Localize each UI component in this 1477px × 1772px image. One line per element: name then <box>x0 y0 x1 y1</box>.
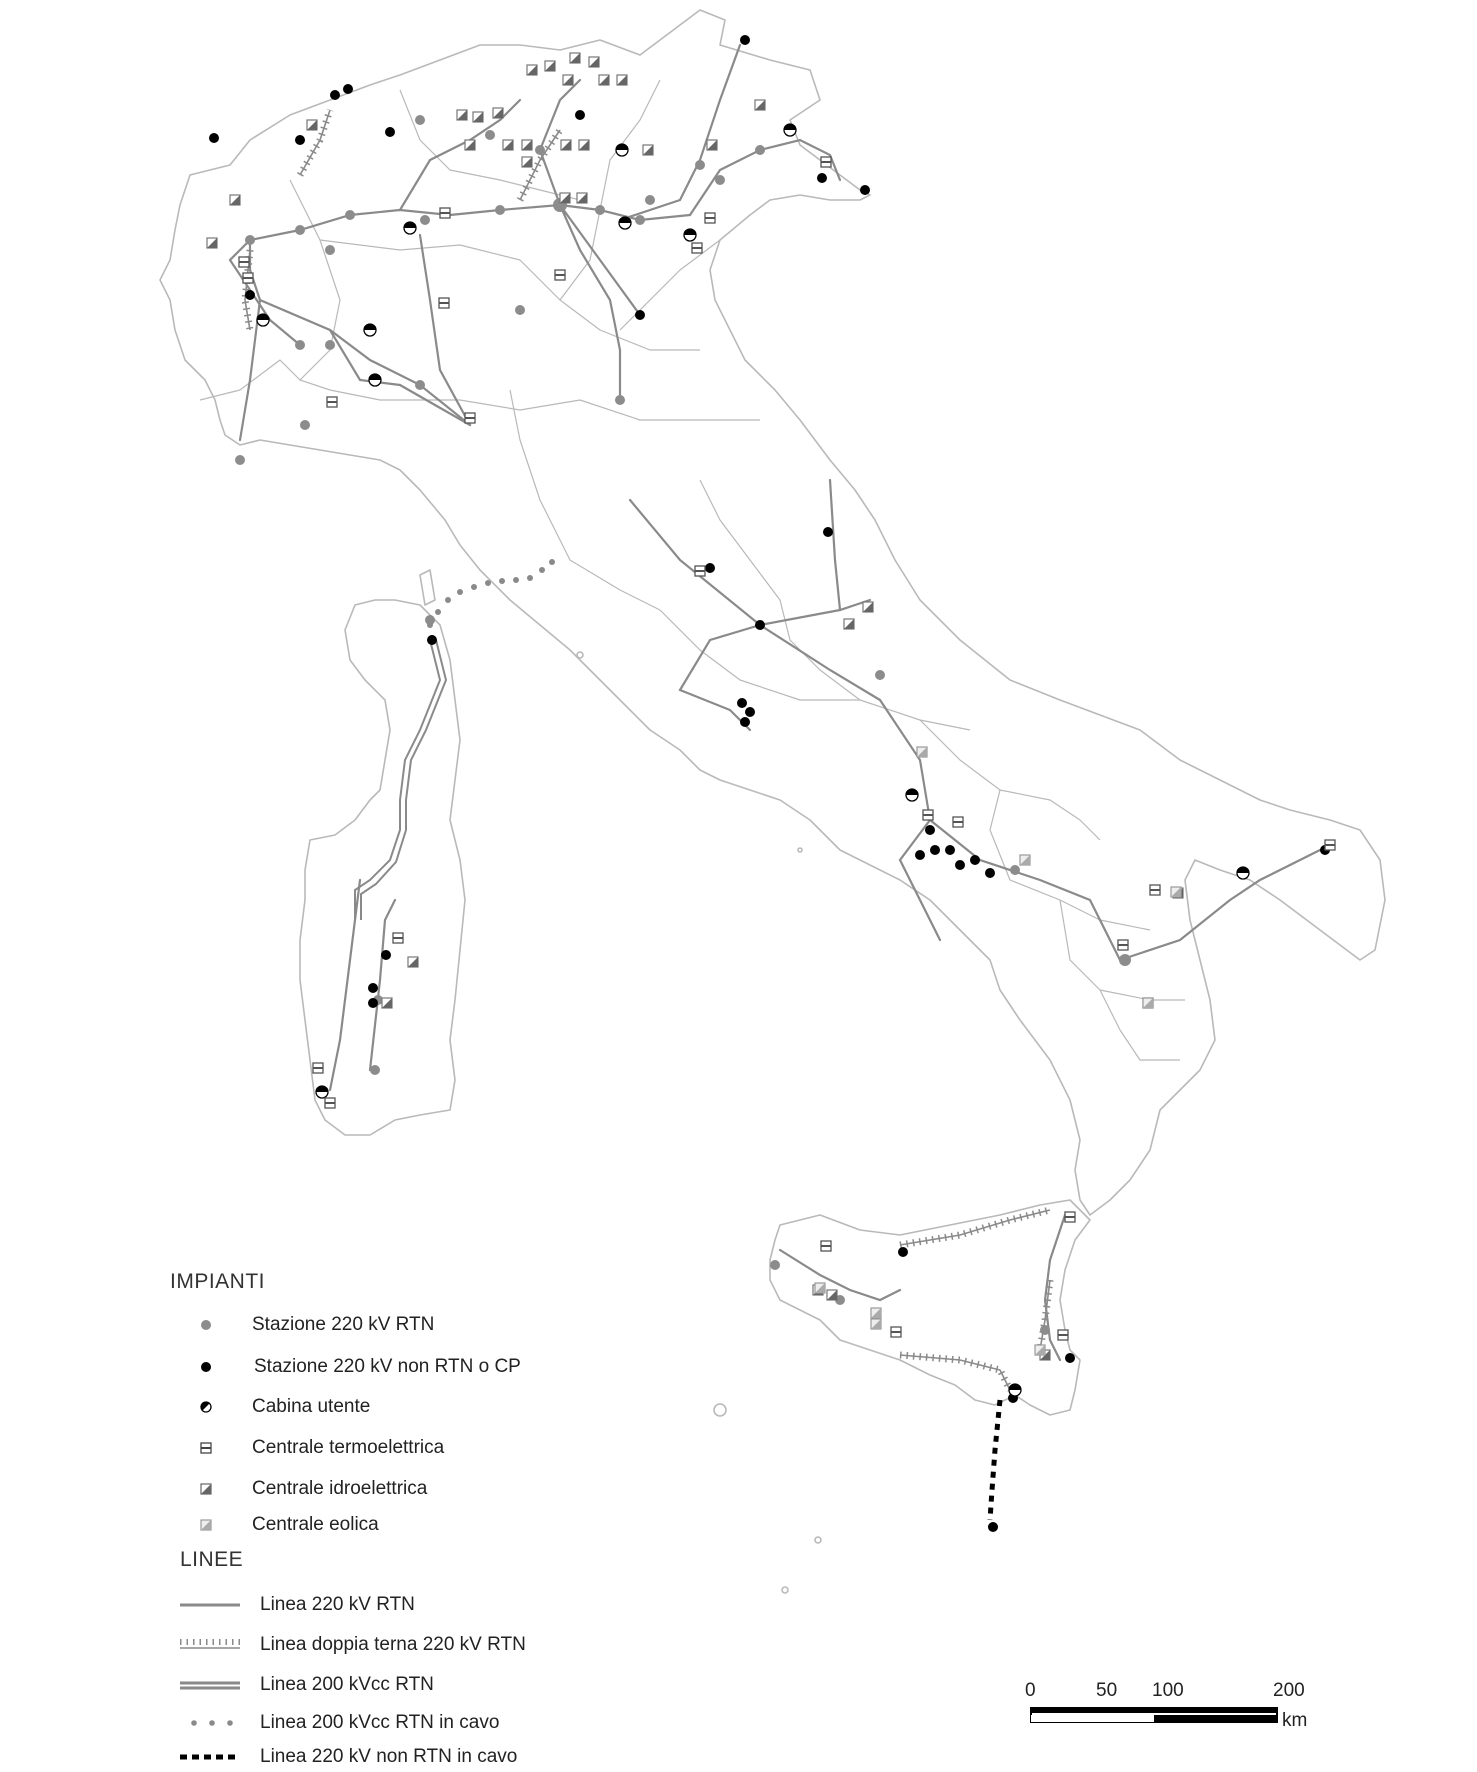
hydro-marker <box>465 140 475 150</box>
cabin-marker <box>619 217 631 229</box>
rtn-line <box>250 240 470 425</box>
dc-cable-dot <box>485 580 491 586</box>
rtn-line <box>630 500 930 820</box>
hydro-marker <box>408 957 418 967</box>
legend-item-line-200-dc-cable <box>170 1708 730 1738</box>
ticked-line-icon <box>170 1630 250 1660</box>
scale-tick-100: 100 <box>1152 1680 1184 1701</box>
hydro-marker <box>493 108 503 118</box>
region-border-3 <box>560 80 660 300</box>
rtn-stations <box>235 115 1131 1335</box>
legend-item-rtn-station <box>170 1310 730 1340</box>
hydro-marker <box>577 193 587 203</box>
non-rtn-station-dot <box>740 717 750 727</box>
non-rtn-station-dot <box>737 698 747 708</box>
cabin-marker <box>1237 867 1249 879</box>
hydro-marker <box>503 140 513 150</box>
dc-cable-dot <box>457 589 463 595</box>
legend-item-hydro-plant <box>170 1474 730 1504</box>
non-rtn-station-dot <box>330 90 340 100</box>
thermal-marker <box>440 208 450 218</box>
double-line-icon <box>170 1670 250 1700</box>
hydro-marker <box>560 193 570 203</box>
hydro-marker <box>570 53 580 63</box>
thermal-marker <box>891 1327 901 1337</box>
hydro-marker <box>599 75 609 85</box>
rtn-station-dot <box>535 145 545 155</box>
scale-tick-0: 0 <box>1025 1680 1036 1701</box>
rtn-line <box>900 820 940 940</box>
hydro-marker <box>207 238 217 248</box>
dc-cable-dot <box>513 577 519 583</box>
thermal-marker <box>465 413 475 423</box>
black-dot-icon <box>170 1352 240 1382</box>
cabin-marker <box>784 124 796 136</box>
thermal-marker <box>555 270 565 280</box>
thermal-marker <box>923 810 933 820</box>
hydro-marker <box>863 602 873 612</box>
non-rtn-station-dot <box>817 173 827 183</box>
non-rtn-station-dot <box>823 527 833 537</box>
island <box>815 1537 821 1543</box>
non-rtn-station-dot <box>988 1522 998 1532</box>
dc-cable-dot <box>435 609 441 615</box>
rtn-station-dot <box>1010 865 1020 875</box>
hydro-marker <box>827 1290 837 1300</box>
wind-marker <box>871 1319 881 1329</box>
thermal-marker <box>821 1241 831 1251</box>
dc-cable-dot <box>539 567 545 573</box>
thermal-marker <box>692 243 702 253</box>
legend-item-line-200-dc <box>170 1670 730 1700</box>
cabin-marker <box>316 1086 328 1098</box>
thermal-marker <box>1065 1212 1075 1222</box>
rtn-station-dot <box>755 145 765 155</box>
region-border-10 <box>990 790 1150 930</box>
scale-tick-200: 200 <box>1273 1680 1305 1701</box>
rtn-lines-layer <box>230 45 1320 1360</box>
thermal-marker <box>325 1098 335 1108</box>
rtn-station-dot <box>595 205 605 215</box>
sicily-coastline <box>770 1200 1090 1415</box>
rtn-line <box>420 235 470 425</box>
region-border-5 <box>460 400 760 420</box>
non-rtn-station-dot <box>970 855 980 865</box>
thermal-marker <box>1150 885 1160 895</box>
legend-plants-title: IMPIANTI <box>170 1270 266 1293</box>
hydro-marker <box>307 120 317 130</box>
scale-tick-50: 50 <box>1096 1680 1118 1701</box>
hydro-marker <box>545 61 555 71</box>
dc-cable-dot <box>499 578 505 584</box>
thermal-marker <box>393 933 403 943</box>
dc-cable-layer <box>427 559 555 628</box>
thermal-marker <box>953 817 963 827</box>
region-border-2 <box>320 240 700 350</box>
rtn-station-dot <box>295 225 305 235</box>
non-rtn-station-dot <box>945 845 955 855</box>
cabin-marker <box>616 144 628 156</box>
cabin-marker <box>906 789 918 801</box>
hydro-marker <box>643 145 653 155</box>
legend-label: Linea 200 kVcc RTN <box>260 1674 434 1695</box>
rtn-station-dot <box>325 340 335 350</box>
non-rtn-station-dot <box>705 563 715 573</box>
wind-marker <box>1143 998 1153 1008</box>
hydro-marker <box>473 112 483 122</box>
cabin-marker <box>257 314 269 326</box>
rtn-station-dot <box>370 1065 380 1075</box>
rtn-line <box>620 45 740 220</box>
hydro-marker <box>589 57 599 67</box>
legend-label: Linea 220 kV RTN <box>260 1594 415 1615</box>
region-border-7 <box>700 480 860 700</box>
non-rtn-station-dot <box>745 707 755 717</box>
region-border-14 <box>200 360 460 400</box>
legend-label: Stazione 220 kV non RTN o CP <box>254 1356 521 1377</box>
hydro-marker <box>522 140 532 150</box>
non-rtn-station-dot <box>575 110 585 120</box>
cabin-marker <box>1009 1384 1021 1396</box>
rtn-station-dot <box>325 245 335 255</box>
rtn-line <box>330 330 470 425</box>
non-rtn-cable-line <box>990 1400 1000 1520</box>
thermal-marker <box>327 397 337 407</box>
hydro-marker <box>707 140 717 150</box>
legend-label: Cabina utente <box>252 1396 371 1417</box>
thermal-marker <box>821 157 831 167</box>
black-dashes-line-icon <box>170 1742 250 1772</box>
scale-bar-graphic <box>1030 1706 1292 1726</box>
hydro-marker <box>844 619 854 629</box>
non-rtn-station-dot <box>898 1247 908 1257</box>
thermal-marker <box>1118 940 1128 950</box>
hydro-marker <box>579 140 589 150</box>
non-rtn-station-dot <box>985 868 995 878</box>
rtn-station-dot <box>635 215 645 225</box>
rtn-line <box>560 205 620 400</box>
thermal-marker <box>439 298 449 308</box>
rtn-line <box>830 480 840 610</box>
non-rtn-station-dot <box>368 998 378 1008</box>
non-rtn-station-dot <box>427 635 437 645</box>
non-rtn-station-dot <box>925 825 935 835</box>
rtn-station-dot <box>235 455 245 465</box>
hydro-marker <box>617 75 627 85</box>
island <box>577 652 583 658</box>
mainland-coastline <box>160 10 1385 1215</box>
legend-label: Centrale termoelettrica <box>252 1437 445 1458</box>
legend-item-thermal-plant <box>170 1433 730 1463</box>
legend-item-user-cabin <box>170 1392 730 1422</box>
rtn-line <box>540 80 580 205</box>
rtn-station-dot <box>420 215 430 225</box>
non-rtn-station-dot <box>860 185 870 195</box>
non-rtn-station-dot <box>740 35 750 45</box>
rtn-line <box>780 1250 900 1300</box>
cabin-marker <box>369 374 381 386</box>
non-rtn-station-dot <box>915 850 925 860</box>
dc-cable-dot <box>527 575 533 581</box>
non-rtn-station-dot <box>385 127 395 137</box>
non-rtn-station-dot <box>755 620 765 630</box>
legend-item-line-220-rtn <box>170 1590 730 1620</box>
wind-marker <box>1171 887 1181 897</box>
hydro-marker <box>230 195 240 205</box>
non-rtn-station-dot <box>245 290 255 300</box>
non-rtn-station-dot <box>955 860 965 870</box>
hydro-marker <box>755 100 765 110</box>
dc-cable-dot <box>549 559 555 565</box>
thermal-marker <box>239 257 249 267</box>
rtn-station-dot <box>295 340 305 350</box>
legend-label: Stazione 220 kV RTN <box>252 1314 435 1335</box>
gray-dots-line-icon <box>170 1708 250 1738</box>
gray-dot-icon <box>170 1310 240 1340</box>
non-rtn-station-dot <box>343 84 353 94</box>
thermal-marker <box>695 566 705 576</box>
hydro-marker <box>457 110 467 120</box>
rtn-line <box>1120 850 1320 960</box>
wind-plants <box>815 747 1181 1355</box>
rtn-station-dot <box>485 130 495 140</box>
region-border-9 <box>920 720 1100 840</box>
rtn-station-dot <box>345 210 355 220</box>
non-rtn-station-dot <box>930 845 940 855</box>
non-rtn-station-dot <box>635 310 645 320</box>
hydro-marker <box>522 157 532 167</box>
legend-item-line-double-220-rtn <box>170 1630 730 1660</box>
solid-gray-line-icon <box>170 1590 250 1620</box>
rtn-station-dot <box>695 160 705 170</box>
non-rtn-station-dot <box>295 135 305 145</box>
non-rtn-station-dot <box>381 950 391 960</box>
non-rtn-station-dot <box>209 133 219 143</box>
non-rtn-station-dot <box>368 983 378 993</box>
hydro-marker <box>561 140 571 150</box>
legend-item-wind-plant <box>170 1510 730 1540</box>
rtn-station-dot <box>515 305 525 315</box>
rtn-station-dot <box>715 175 725 185</box>
rtn-station-dot <box>1119 954 1131 966</box>
legend-label: Centrale idroelettrica <box>252 1478 428 1499</box>
rtn-station-dot <box>645 195 655 205</box>
rtn-station-dot <box>415 380 425 390</box>
wind-marker <box>815 1283 825 1293</box>
cabin-marker <box>684 229 696 241</box>
rtn-station-dot <box>495 205 505 215</box>
region-border-1 <box>290 180 340 380</box>
thermal-marker <box>1058 1330 1068 1340</box>
rtn-station-dot <box>615 395 625 405</box>
rtn-station-dot <box>300 420 310 430</box>
region-border-4 <box>620 240 720 330</box>
cabin-marker <box>404 222 416 234</box>
wind-marker <box>1035 1345 1045 1355</box>
rtn-station-dot <box>425 615 435 625</box>
wind-square-icon <box>170 1510 240 1540</box>
rtn-station-dot <box>245 235 255 245</box>
legend-label: Linea 220 kV non RTN in cavo <box>260 1746 518 1767</box>
dc-cable-dot <box>445 597 451 603</box>
dc-line-layer <box>355 640 446 920</box>
hydro-marker <box>527 65 537 75</box>
rtn-station-dot <box>770 1260 780 1270</box>
legend-label: Linea doppia terna 220 kV RTN <box>260 1634 526 1655</box>
island <box>782 1587 788 1593</box>
hydro-marker <box>382 998 392 1008</box>
corsica-outline <box>420 570 435 605</box>
non-rtn-station-dot <box>1065 1353 1075 1363</box>
rtn-station-dot <box>875 670 885 680</box>
thermal-plants <box>239 157 1335 1340</box>
dc-cable-dot <box>471 584 477 590</box>
region-border-8 <box>660 610 970 730</box>
legend-label: Linea 200 kVcc RTN in cavo <box>260 1712 500 1733</box>
half-circle-icon <box>170 1392 240 1422</box>
cabin-marker <box>364 324 376 336</box>
rtn-station-dot <box>1040 1325 1050 1335</box>
legend-lines-title: LINEE <box>180 1548 244 1571</box>
rtn-line <box>230 240 300 345</box>
island <box>798 848 802 852</box>
map-legend <box>170 1270 730 1770</box>
thermal-square-icon <box>170 1433 240 1463</box>
double-circuit-base-line <box>900 1210 1050 1245</box>
scale-bar <box>1025 1680 1330 1760</box>
wind-marker <box>917 747 927 757</box>
hydro-square-icon <box>170 1474 240 1504</box>
rtn-line <box>930 820 1120 960</box>
scale-unit: km <box>1282 1710 1308 1731</box>
wind-marker <box>871 1308 881 1318</box>
wind-marker <box>1020 855 1030 865</box>
legend-item-non-rtn-station <box>170 1352 730 1382</box>
legend-label: Centrale eolica <box>252 1514 379 1535</box>
hydro-marker <box>563 75 573 85</box>
legend-item-line-220-non-rtn-cable <box>170 1742 730 1772</box>
rtn-station-dot <box>415 115 425 125</box>
thermal-marker <box>313 1063 323 1073</box>
thermal-marker <box>1325 840 1335 850</box>
thermal-marker <box>705 213 715 223</box>
thermal-marker <box>243 273 253 283</box>
